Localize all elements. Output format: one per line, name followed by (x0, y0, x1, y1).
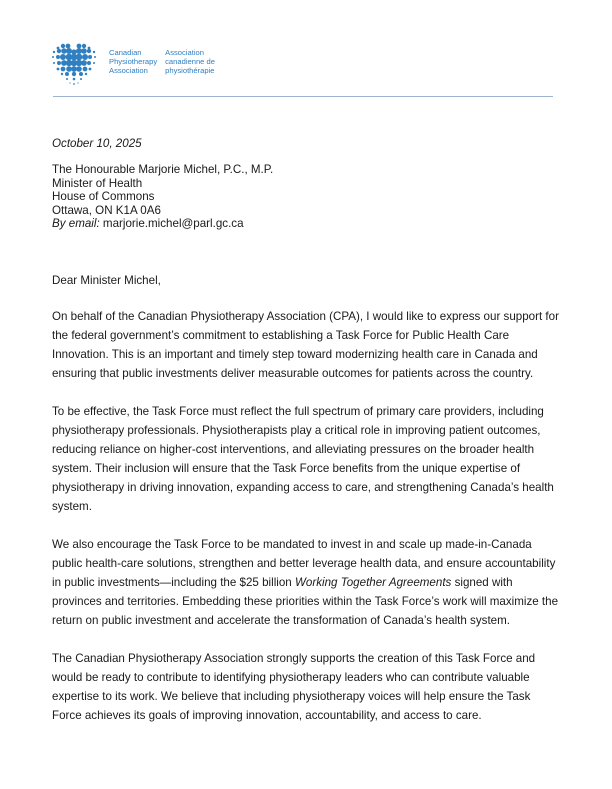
agreement-name: Working Together Agreements (294, 575, 452, 589)
org-name-line: Physiotherapy (109, 57, 158, 66)
paragraph-3-text: signed with provinces and territories. Embedding these priorities within the Task Force’s work will maximize the return on public investment and accelerate the transformation of Canada’s health system. (52, 575, 559, 627)
paragraph-3-text: We also encourage the Task Force to be mandated to invest in and scale up made-in-Canada public health-care solutions, strengthen and better leverage health data, and ensure accountability in public investments—including the $25 billion (52, 537, 556, 589)
recipient-office: House of Commons (52, 190, 155, 204)
paragraph-3 (52, 535, 562, 630)
org-name-line: physiothérapie (165, 66, 215, 75)
organization-name-french (165, 48, 215, 75)
recipient-name: The Honourable Marjorie Michel, P.C., M.P. (52, 163, 274, 176)
paragraph-4: The Canadian Physiotherapy Association strongly supports the creation of this Task Force and would be ready to contribute to identifying physiotherapy leaders who can contribute valuable expertise to its work. We believe that including physiotherapy voices will help ensure the Task Force achieves its goals of improving innovation, accountability, and access to care. (52, 651, 536, 722)
recipient-email-line (52, 217, 562, 231)
org-name-line: Association (165, 48, 204, 57)
paragraph-2: To be effective, the Task Force must reflect the full spectrum of primary care providers, including physiotherapy professionals. Physiotherapists play a critical role in improving patient outcomes, reducing reliance on higher-cost interventions, and alleviating pressures on the broader health system. Their inclusion will ensure that the Task Force benefits from the unique expertise of physiotherapy in driving innovation, expanding access to care, and strengthening Canada’s health system. (52, 404, 554, 513)
paragraph-1: On behalf of the Canadian Physiotherapy Association (CPA), I would like to express our support for the federal government’s commitment to establishing a Task Force for Public Health Care Innovation. This is an important and timely step toward modernizing health care in Canada and ensuring that public investments deliver measurable outcomes for patients across the country. (52, 309, 559, 380)
org-name-line: canadienne de (165, 57, 215, 66)
recipient-title: Minister of Health (52, 176, 143, 190)
salutation: Dear Minister Michel, (52, 273, 161, 287)
letter-date: October 10, 2025 (52, 137, 142, 150)
recipient-city: Ottawa, ON K1A 0A6 (52, 203, 161, 217)
org-name-line: Association (109, 66, 148, 75)
organization-name (109, 48, 223, 75)
heart-dots-icon (50, 42, 98, 88)
email-label: By email: (52, 217, 100, 231)
recipient-address (52, 163, 562, 231)
letterhead-divider (53, 96, 553, 97)
organization-name-english (109, 48, 157, 75)
letterhead (50, 42, 223, 88)
recipient-email[interactable]: marjorie.michel@parl.gc.ca (102, 217, 244, 231)
letter-body (52, 137, 562, 725)
org-name-line: Canadian (109, 48, 142, 57)
